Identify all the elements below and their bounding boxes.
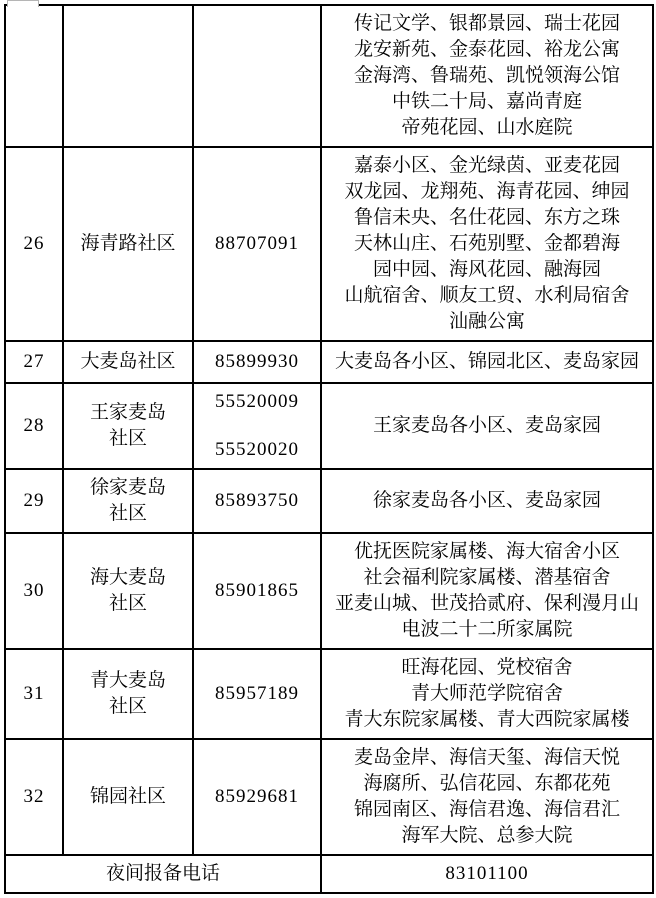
name-line: 社区 — [108, 428, 147, 449]
covered-areas-cell — [321, 341, 653, 383]
name-line: 徐家麦岛 — [89, 477, 166, 498]
covered-areas-cell — [321, 469, 653, 533]
community-name-cell — [63, 5, 193, 147]
area-line: 中铁二十局、嘉尚青庭 — [391, 91, 582, 112]
phone-line: 85929681 — [215, 786, 299, 807]
area-line: 汕融公寓 — [448, 311, 525, 332]
table-row — [5, 533, 653, 649]
area-line: 电波二十二所家属院 — [401, 619, 573, 640]
area-line: 大麦岛各小区、锦园北区、麦岛家园 — [334, 351, 639, 372]
phone-line: 55520009 — [215, 391, 299, 412]
covered-areas-cell — [321, 383, 653, 469]
area-line: 社会福利院家属楼、潜基宿舍 — [363, 567, 611, 588]
phone-number-cell — [193, 147, 321, 341]
area-line: 龙安新苑、金泰花园、裕龙公寓 — [353, 39, 620, 60]
area-line: 海军大院、总参大院 — [401, 825, 573, 846]
area-line: 王家麦岛各小区、麦岛家园 — [372, 415, 601, 436]
area-line: 双龙园、龙翔苑、海青花园、绅园 — [344, 181, 630, 202]
row-number-cell: 30 — [5, 533, 63, 649]
table-edge-artifact — [7, 0, 39, 7]
area-line: 嘉泰小区、金光绿茵、亚麦花园 — [353, 155, 620, 176]
community-name-cell — [63, 469, 193, 533]
community-name-cell — [63, 383, 193, 469]
area-line: 麦岛金岸、海信天玺、海信天悦 — [353, 747, 620, 768]
row-number-cell: 27 — [5, 341, 63, 383]
covered-areas-cell — [321, 5, 653, 147]
table-row — [5, 341, 653, 383]
table-row — [5, 469, 653, 533]
phone-line: 85893750 — [215, 490, 299, 511]
phone-number-cell — [193, 341, 321, 383]
night-report-phone: 83101100 — [321, 855, 653, 893]
phone-number-cell — [193, 533, 321, 649]
phone-line: 85901865 — [215, 580, 299, 601]
table-row — [5, 739, 653, 855]
name-line: 海青路社区 — [80, 233, 176, 254]
row-number-cell: 26 — [5, 147, 63, 341]
name-line: 社区 — [108, 696, 147, 717]
area-line: 鲁信未央、名仕花园、东方之珠 — [353, 207, 620, 228]
covered-areas-cell — [321, 533, 653, 649]
phone-number-cell — [193, 649, 321, 739]
community-name-cell — [63, 147, 193, 341]
area-line: 青大东院家属楼、青大西院家属楼 — [344, 709, 630, 730]
name-line: 青大麦岛 — [89, 670, 166, 691]
community-name-cell — [63, 341, 193, 383]
night-report-label: 夜间报备电话 — [5, 855, 321, 893]
name-line: 锦园社区 — [89, 786, 166, 807]
phone-number-cell — [193, 469, 321, 533]
table-row — [5, 5, 653, 147]
row-number-cell: 28 — [5, 383, 63, 469]
phone-number-cell — [193, 5, 321, 147]
covered-areas-cell — [321, 147, 653, 341]
area-line: 天林山庄、石苑别墅、金都碧海 — [353, 233, 620, 254]
row-number-cell: 32 — [5, 739, 63, 855]
area-line: 金海湾、鲁瑞苑、凯悦领海公馆 — [353, 65, 620, 86]
phone-line: 55520020 — [215, 439, 299, 460]
phone-line: 88707091 — [215, 233, 299, 254]
table-row — [5, 147, 653, 341]
community-name-cell — [63, 649, 193, 739]
table-row — [5, 383, 653, 469]
area-line: 优抚医院家属楼、海大宿舍小区 — [353, 541, 620, 562]
area-line: 园中园、海风花园、融海园 — [372, 259, 601, 280]
area-line: 徐家麦岛各小区、麦岛家园 — [372, 490, 601, 511]
table-row — [5, 649, 653, 739]
name-line: 海大麦岛 — [89, 567, 166, 588]
area-line: 青大师范学院宿舍 — [410, 683, 563, 704]
name-line: 王家麦岛 — [89, 402, 166, 423]
name-line: 社区 — [108, 593, 147, 614]
area-line: 传记文学、银都景园、瑞士花园 — [353, 13, 620, 34]
area-line: 锦园南区、海信君逸、海信君汇 — [353, 799, 620, 820]
name-line: 社区 — [108, 503, 147, 524]
table-body — [5, 5, 653, 855]
community-name-cell — [63, 533, 193, 649]
phone-number-cell — [193, 739, 321, 855]
footer-row — [5, 855, 653, 893]
area-line: 旺海花园、党校宿舍 — [401, 657, 573, 678]
phone-line: 85957189 — [215, 683, 299, 704]
area-line: 山航宿舍、顺友工贸、水利局宿舍 — [344, 285, 630, 306]
row-number-cell: 31 — [5, 649, 63, 739]
name-line: 大麦岛社区 — [80, 351, 176, 372]
phone-line: 85899930 — [215, 351, 299, 372]
area-line: 帝苑花园、山水庭院 — [401, 117, 573, 138]
community-phone-table — [4, 4, 654, 894]
covered-areas-cell — [321, 739, 653, 855]
community-name-cell — [63, 739, 193, 855]
area-line: 海腐所、弘信花园、东都花苑 — [363, 773, 611, 794]
row-number-cell — [5, 5, 63, 147]
covered-areas-cell — [321, 649, 653, 739]
row-number-cell: 29 — [5, 469, 63, 533]
phone-number-cell — [193, 383, 321, 469]
area-line: 亚麦山城、世茂拾贰府、保利漫月山 — [334, 593, 639, 614]
table-footer — [5, 855, 653, 893]
